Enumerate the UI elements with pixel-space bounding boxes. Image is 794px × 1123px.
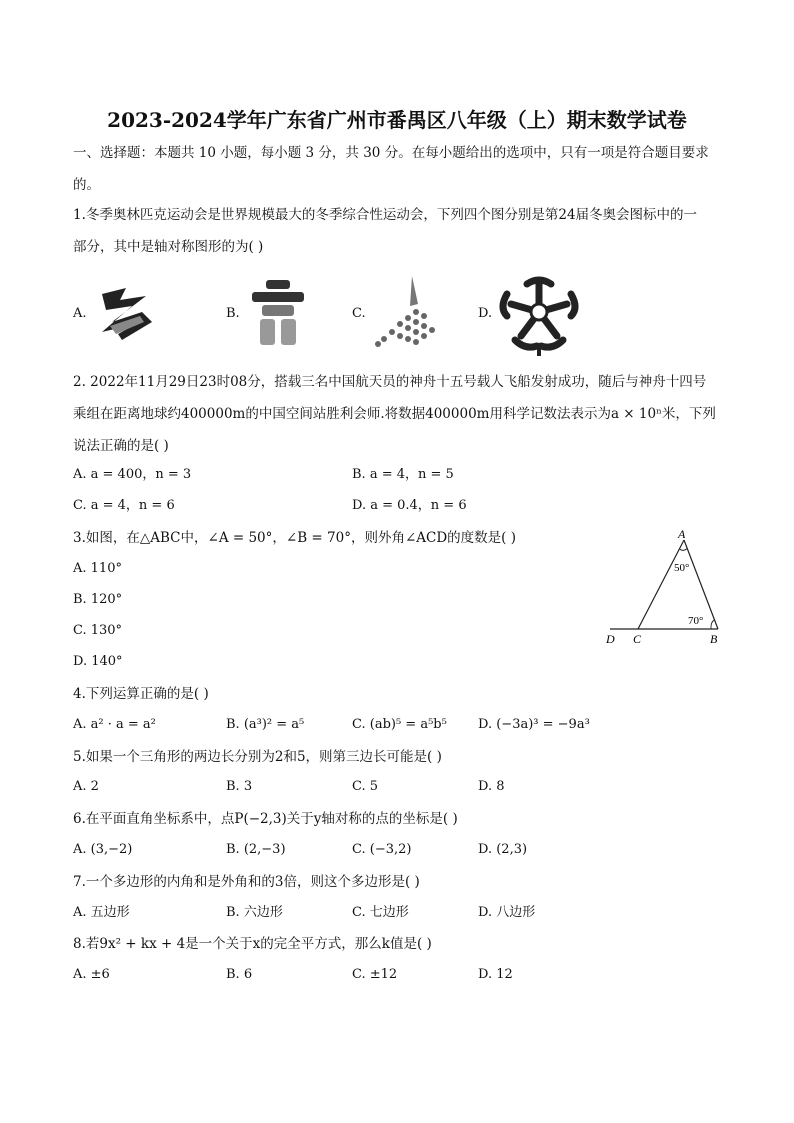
q8-option-b: B. 6	[226, 967, 253, 982]
q3-triangle-figure	[598, 528, 728, 648]
section-instructions-line2: 的。	[73, 177, 100, 193]
q3-stem: 3.如图，在△ABC中，∠A = 50°，∠B = 70°，则外角∠ACD的度数是( )	[73, 530, 516, 546]
q7-option-d: D. 八边形	[478, 905, 536, 920]
q6-option-d: D. (2,3)	[478, 842, 528, 857]
q2-stem-line3: 说法正确的是( )	[73, 438, 169, 454]
q7-stem: 7.一个多边形的内角和是外角和的3倍，则这个多边形是( )	[73, 874, 420, 890]
q5-option-d: D. 8	[478, 779, 505, 794]
q7-option-b: B. 六边形	[226, 905, 283, 920]
q3-option-a: A. 110°	[73, 561, 122, 576]
q2-stem-line2: 乘组在距离地球约400000m的中国空间站胜利会师.将数据400000m用科学记数法表示为a × 10ⁿ米，下列	[73, 406, 716, 422]
q3-option-b: B. 120°	[73, 592, 123, 607]
vertex-b-label: B	[710, 632, 718, 646]
q2-option-b: B. a = 4，n = 5	[352, 467, 454, 482]
q1-option-a: A.	[73, 306, 87, 321]
q6-option-a: A. (3,−2)	[73, 842, 133, 857]
vertex-c-label: C	[633, 632, 642, 646]
q3-option-c: C. 130°	[73, 623, 123, 638]
q1-figure-b-inukshuk	[248, 280, 308, 350]
angle-a-arc	[679, 549, 687, 551]
q6-stem: 6.在平面直角坐标系中，点P(−2,3)关于y轴对称的点的坐标是( )	[73, 811, 458, 827]
q7-option-a: A. 五边形	[73, 905, 130, 920]
side-ac	[638, 540, 684, 629]
section-instructions-line1: 一、选择题：本题共 10 小题，每小题 3 分，共 30 分。在每小题给出的选项中，只有一项是符合题目要求	[73, 145, 709, 161]
q1-stem-line2: 部分，其中是轴对称图形的为( )	[73, 239, 264, 255]
q8-stem: 8.若9x² + kx + 4是一个关于x的完全平方式，那么k值是( )	[73, 936, 432, 952]
q5-option-b: B. 3	[226, 779, 253, 794]
q1-figure-d-snowflake	[497, 274, 581, 356]
angle-a-label: 50°	[674, 562, 690, 574]
angle-b-arc	[711, 620, 715, 629]
q2-option-c: C. a = 4，n = 6	[73, 498, 175, 513]
q8-option-c: C. ±12	[352, 967, 398, 982]
q4-option-c: C. (ab)⁵ = a⁵b⁵	[352, 717, 447, 732]
vertex-a-label: A	[678, 528, 686, 541]
angle-b-label: 70°	[688, 615, 704, 627]
q4-option-a: A. a² · a = a²	[73, 717, 156, 732]
q1-figure-a-ribbon	[92, 282, 158, 346]
q6-option-c: C. (−3,2)	[352, 842, 412, 857]
q2-option-a: A. a = 400，n = 3	[73, 467, 192, 482]
q4-option-b: B. (a³)² = a⁵	[226, 717, 305, 732]
q1-option-c: C.	[352, 306, 366, 321]
page-title: 2023-2024学年广东省广州市番禺区八年级（上）期末数学试卷	[107, 108, 687, 132]
q5-stem: 5.如果一个三角形的两边长分别为2和5，则第三边长可能是( )	[73, 749, 442, 765]
q4-stem: 4.下列运算正确的是( )	[73, 686, 209, 702]
q8-option-a: A. ±6	[73, 967, 110, 982]
q2-option-d: D. a = 0.4，n = 6	[352, 498, 467, 513]
vertex-d-label: D	[606, 632, 615, 646]
q5-option-a: A. 2	[73, 779, 99, 794]
q6-option-b: B. (2,−3)	[226, 842, 286, 857]
q1-figure-c-dots	[372, 276, 442, 348]
q5-option-c: C. 5	[352, 779, 379, 794]
q2-stem-line1: 2. 2022年11月29日23时08分，搭载三名中国航天员的神舟十五号载人飞船发射成功，随后与神舟十四号	[73, 374, 707, 390]
q4-option-d: D. (−3a)³ = −9a³	[478, 717, 590, 732]
q1-stem-line1: 1.冬季奥林匹克运动会是世界规模最大的冬季综合性运动会，下列四个图分别是第24届冬奥会图标中的一	[73, 207, 698, 223]
q3-option-d: D. 140°	[73, 654, 123, 669]
q7-option-c: C. 七边形	[352, 905, 409, 920]
q8-option-d: D. 12	[478, 967, 513, 982]
q1-option-d: D.	[478, 306, 493, 321]
q1-option-b: B.	[226, 306, 240, 321]
